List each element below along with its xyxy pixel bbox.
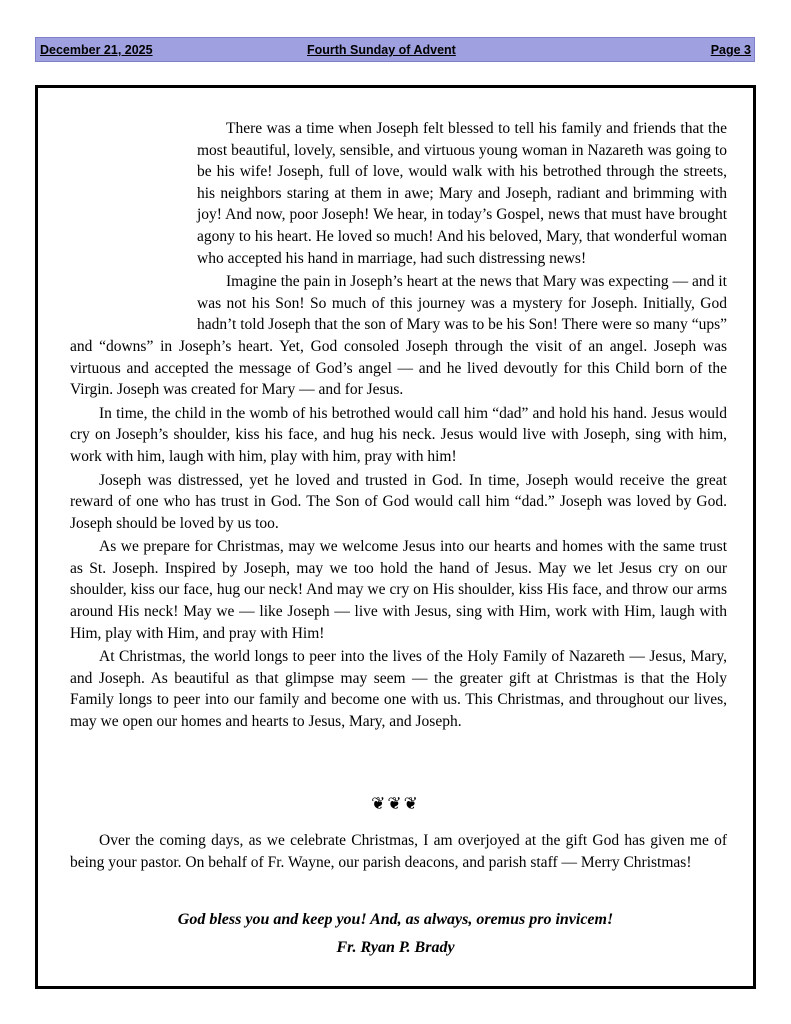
article-paragraph-3: In time, the child in the womb of his betrothed would call him “dad” and hold his hand. Jesus would cry on Joseph’s shoulder, kiss his face, and hug his neck. Jesus would live with Joseph, sing with him, work with him, laugh with him, play with him, pray with him! <box>70 404 727 465</box>
article-paragraph-1: There was a time when Joseph felt blessed to tell his family and friends that the most beautiful, lovely, sensible, and virtuous young woman in Nazareth was going to be his wife! Joseph, full of love, would walk with his betrothed through the streets, his neighbors staring at them in awe; Mary and Joseph, radiant and brimming with joy! And now, poor Joseph! We hear, in today’s Gospel, news that must have brought agony to his heart. He loved so much! And his beloved, Mary, that wonderful woman who accepted his hand in marriage, had such distressing news! <box>197 120 727 267</box>
article-paragraph-6: At Christmas, the world longs to peer into the lives of the Holy Family of Nazareth — Jesus, Mary, and Joseph. As beautiful as that glimpse may seem — the greater gift at Christmas is that the Holy Family longs to peer into our family and become one with us. This Christmas, and throughout our lives, may we open our homes and hearts to Jesus, Mary, and Joseph. <box>70 648 727 731</box>
header-page-number: Page 3 <box>710 43 751 57</box>
article-body <box>70 118 727 735</box>
signature: Fr. Ryan P. Brady <box>336 939 455 956</box>
article-paragraph-2: Imagine the pain in Joseph’s heart at the news that Mary was expecting — and it was not his Son! So much of this journey was a mystery for Joseph. Initially, God hadn’t told Joseph that the son of Mary was to be his Son! There were so many “ups” and “downs” in Joseph’s heart. Yet, God consoled Joseph through the visit of an angel. Joseph was virtuous and accepted the message of God’s angel — and he lived devoutly for this Child born of the Virgin. Joseph was created for Mary — and for Jesus. <box>70 273 727 399</box>
image-placeholder-space <box>70 118 197 334</box>
article-paragraph-5: As we prepare for Christmas, may we welcome Jesus into our hearts and homes with the same trust as St. Joseph. Inspired by Joseph, may we too hold the hand of Jesus. May we let Jesus cry on our shoulder, kiss our face, hug our neck! And may we cry on His shoulder, kiss His face, and throw our arms around His neck! May we — like Joseph — live with Jesus, sing with Him, work with Him, laugh with Him, play with Him, and pray with Him! <box>70 538 727 642</box>
page-header <box>35 37 755 62</box>
article-frame <box>35 85 756 989</box>
blessing-line: God bless you and keep you! And, as always, oremus pro invicem! <box>177 911 614 928</box>
header-title: Fourth Sunday of Advent <box>307 43 456 57</box>
header-date: December 21, 2025 <box>40 43 153 57</box>
fleuron-divider-icon: ❦❦❦ <box>371 794 420 813</box>
article-paragraph-4: Joseph was distressed, yet he loved and trusted in God. In time, Joseph would receive the great reward of one who has trust in God. The Son of God would call him “dad.” Joseph was loved by God. Joseph should be loved by us too. <box>70 471 727 532</box>
closing-paragraph: Over the coming days, as we celebrate Christmas, I am overjoyed at the gift God has given me of being your pastor. On behalf of Fr. Wayne, our parish deacons, and parish staff — Merry Christmas! <box>70 832 727 871</box>
